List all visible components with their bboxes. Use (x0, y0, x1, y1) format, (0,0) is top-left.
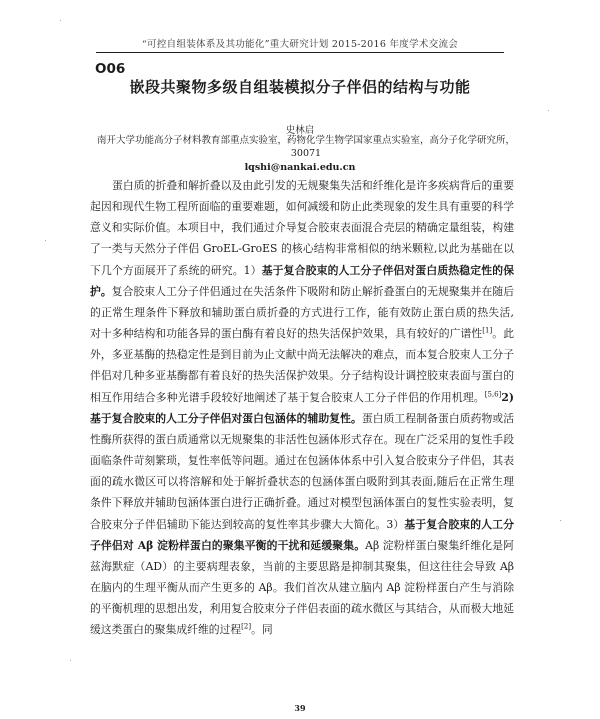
finding-2-heading: 2)基于复合胶束的人工分子伴侣对蛋白包涵体的辅助复性。 (90, 390, 514, 425)
author-email: lqshi@nankai.edu.cn (244, 162, 356, 173)
abstract-code: O06 (95, 61, 126, 77)
finding-3-heading: 基于复合胶束的人工分子伴侣对 Aβ 淀粉样蛋白的聚集平衡的干扰和延缓聚集。 (90, 517, 514, 552)
finding-1-heading: 基于复合胶束的人工分子伴侣对蛋白质热稳定性的保护。 (90, 263, 514, 298)
page-number: 39 (294, 703, 306, 713)
citation-1: [1] (482, 326, 493, 335)
citation-5-6: [5,6] (484, 389, 502, 398)
body-text-4: 蛋白质工程制备蛋白质药物或活性酶所获得的蛋白质通常以无规聚集的非活性包涵体形式存在。现在广泛采用的复性手段面临条件苛刻繁琐，复性率低等问题。通过在包涵体体系中引入复合胶束分子伴侣，其表面的疏水微区可以将溶解和处于解折叠状态的包涵体蛋白吸附到其表面,随后在正常生理条件下释放并辅助包涵体蛋白进行正确折叠。通过对模型包涵体蛋白的复性实验表明，复合胶束分子伴侣辅助下能达到较高的复性率其步骤大大简化。3） (90, 411, 514, 531)
running-header: “可控自组装体系及其功能化”重大研究计划 2015-2016 年度学术交流会 (141, 39, 459, 50)
citation-2: [2] (241, 622, 252, 631)
author: 史林启 (285, 125, 315, 136)
body-text-3: 。此外，多亚基酶的热稳定性是到目前为止文献中尚无法解决的难点，而本复合胶束人工分子伴侣对几种多亚基酶都有着良好的热失活保护效果。分子结构设计调控胶束表面与蛋白的相互作用结合多种光谱手段较好地阐述了基于复合胶束人工分子伴侣的作用机理。 (90, 327, 514, 404)
paper-title: 嵌段共聚物多级自组装模拟分子伴侣的结构与功能 (129, 78, 471, 96)
body-text-1: 蛋白质的折叠和解折叠以及由此引发的无规聚集失活和纤维化是许多疾病背后的重要起因和现代生物工程所面临的重要难题，如何减缓和防止此类现象的发生具有重要的科学意义和实际价值。本项目中，我们通过介导复合胶束表面混合壳层的精确定量组装，构建了一类与天然分子伴侣 GroEL-GroES 的核心结构非常相似的纳米颗粒,以此为基础在以下几个方面展开了系统的研究。1） (90, 179, 514, 277)
body-text-6: 。同 (251, 623, 273, 637)
abstract-body (90, 175, 514, 640)
affiliation: 南开大学功能高分子材料教育部重点实验室，药物化学生物学国家重点实验室，高分子化学研究所，30071 (96, 135, 515, 159)
body-text-2: 复合胶束人工分子伴侣通过在失活条件下吸附和防止解折叠蛋白的无规聚集并在随后的正常生理条件下释放和辅助蛋白质折叠的方式进行工作，能有效防止蛋白质的热失活,对十多种结构和功能各异的蛋白酶有着良好的热失活保护效果，具有较好的广谱性 (90, 284, 514, 341)
header-rule (96, 52, 504, 53)
body-text-5: Aβ 淀粉样蛋白聚集纤维化是阿兹海默症（AD）的主要病理表象，当前的主要思路是抑制其聚集，但这往往会导致 Aβ 在脑内的生理平衡从而产生更多的 Aβ。我们首次从建立脑内 Aβ 淀粉样蛋白产生与消除的平衡机理的思想出发，利用复合胶束分子伴侣表面的疏水微区与其结合，从而极大地延缓这类蛋白的聚集成纤维的过程 (90, 538, 514, 637)
